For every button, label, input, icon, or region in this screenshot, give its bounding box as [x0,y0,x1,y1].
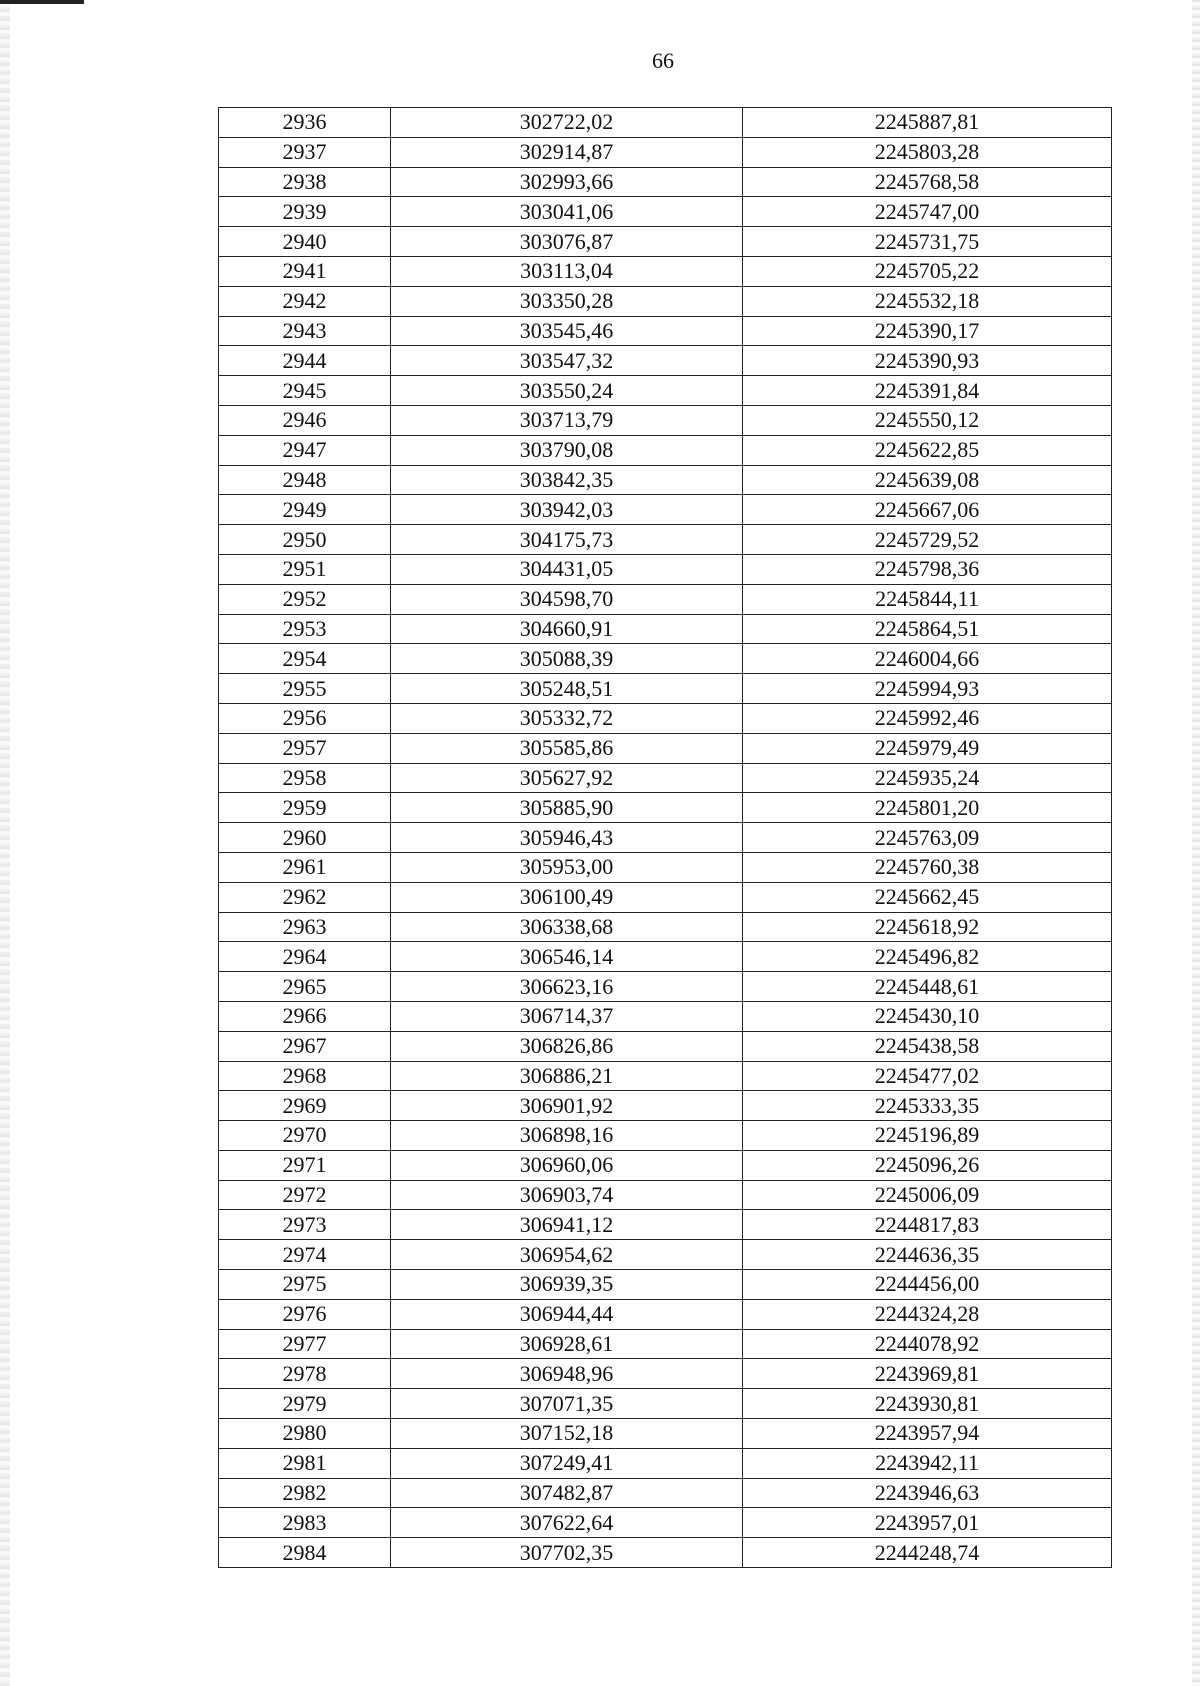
x-coordinate-cell: 303113,04 [391,256,743,286]
y-coordinate-cell: 2245196,89 [743,1121,1112,1151]
point-number-cell: 2963 [219,912,391,942]
x-coordinate-cell: 304175,73 [391,525,743,555]
y-coordinate-cell: 2245391,84 [743,376,1112,406]
x-coordinate-cell: 303350,28 [391,286,743,316]
point-number-cell: 2954 [219,644,391,674]
y-coordinate-cell: 2245496,82 [743,942,1112,972]
y-coordinate-cell: 2245390,17 [743,316,1112,346]
x-coordinate-cell: 306338,68 [391,912,743,942]
y-coordinate-cell: 2245760,38 [743,852,1112,882]
y-coordinate-cell: 2245887,81 [743,108,1112,138]
point-number-cell: 2961 [219,852,391,882]
table-row [219,614,1112,644]
point-number-cell: 2956 [219,703,391,733]
point-number-cell: 2938 [219,167,391,197]
y-coordinate-cell: 2245763,09 [743,823,1112,853]
y-coordinate-cell: 2245639,08 [743,465,1112,495]
y-coordinate-cell: 2245096,26 [743,1150,1112,1180]
x-coordinate-cell: 302993,66 [391,167,743,197]
x-coordinate-cell: 307702,35 [391,1538,743,1568]
point-number-cell: 2973 [219,1210,391,1240]
point-number-cell: 2966 [219,1001,391,1031]
x-coordinate-cell: 306826,86 [391,1031,743,1061]
table-row [219,495,1112,525]
x-coordinate-cell: 305946,43 [391,823,743,853]
table-row [219,525,1112,555]
point-number-cell: 2970 [219,1121,391,1151]
point-number-cell: 2945 [219,376,391,406]
table-row [219,1419,1112,1449]
x-coordinate-cell: 305885,90 [391,793,743,823]
point-number-cell: 2972 [219,1180,391,1210]
point-number-cell: 2959 [219,793,391,823]
y-coordinate-cell: 2245430,10 [743,1001,1112,1031]
table-row [219,1121,1112,1151]
y-coordinate-cell: 2244636,35 [743,1240,1112,1270]
x-coordinate-cell: 305332,72 [391,703,743,733]
y-coordinate-cell: 2245729,52 [743,525,1112,555]
y-coordinate-cell: 2243969,81 [743,1359,1112,1389]
y-coordinate-cell: 2245333,35 [743,1091,1112,1121]
x-coordinate-cell: 306903,74 [391,1180,743,1210]
y-coordinate-cell: 2243946,63 [743,1478,1112,1508]
table-row [219,912,1112,942]
point-number-cell: 2955 [219,674,391,704]
table-row [219,1031,1112,1061]
point-number-cell: 2952 [219,584,391,614]
point-number-cell: 2947 [219,435,391,465]
table-row [219,1389,1112,1419]
table-row [219,763,1112,793]
table-row [219,733,1112,763]
table-row [219,1091,1112,1121]
y-coordinate-cell: 2245705,22 [743,256,1112,286]
x-coordinate-cell: 306944,44 [391,1299,743,1329]
table-row [219,1061,1112,1091]
point-number-cell: 2980 [219,1419,391,1449]
point-number-cell: 2958 [219,763,391,793]
y-coordinate-cell: 2245618,92 [743,912,1112,942]
point-number-cell: 2936 [219,108,391,138]
y-coordinate-cell: 2244456,00 [743,1270,1112,1300]
y-coordinate-cell: 2245448,61 [743,972,1112,1002]
y-coordinate-cell: 2245747,00 [743,197,1112,227]
y-coordinate-cell: 2245844,11 [743,584,1112,614]
corner-mark [0,0,84,4]
point-number-cell: 2965 [219,972,391,1002]
y-coordinate-cell: 2245667,06 [743,495,1112,525]
table-row [219,793,1112,823]
point-number-cell: 2944 [219,346,391,376]
point-number-cell: 2948 [219,465,391,495]
table-row [219,435,1112,465]
x-coordinate-cell: 303942,03 [391,495,743,525]
y-coordinate-cell: 2243957,94 [743,1419,1112,1449]
point-number-cell: 2967 [219,1031,391,1061]
table-row [219,972,1112,1002]
x-coordinate-cell: 306886,21 [391,1061,743,1091]
y-coordinate-cell: 2244248,74 [743,1538,1112,1568]
coordinates-table [218,107,1112,1568]
table-row [219,1359,1112,1389]
point-number-cell: 2950 [219,525,391,555]
point-number-cell: 2962 [219,882,391,912]
point-number-cell: 2949 [219,495,391,525]
table-row [219,1299,1112,1329]
table-row [219,376,1112,406]
table-row [219,1210,1112,1240]
table-row [219,316,1112,346]
table-row [219,1448,1112,1478]
x-coordinate-cell: 307622,64 [391,1508,743,1538]
point-number-cell: 2984 [219,1538,391,1568]
y-coordinate-cell: 2245801,20 [743,793,1112,823]
x-coordinate-cell: 302722,02 [391,108,743,138]
table-row [219,1240,1112,1270]
x-coordinate-cell: 303545,46 [391,316,743,346]
table-row [219,1180,1112,1210]
x-coordinate-cell: 303041,06 [391,197,743,227]
table-row [219,346,1112,376]
table-row [219,286,1112,316]
x-coordinate-cell: 304660,91 [391,614,743,644]
table-row [219,465,1112,495]
table-row [219,1329,1112,1359]
point-number-cell: 2939 [219,197,391,227]
point-number-cell: 2977 [219,1329,391,1359]
point-number-cell: 2971 [219,1150,391,1180]
table-row [219,584,1112,614]
table-row [219,882,1112,912]
x-coordinate-cell: 306941,12 [391,1210,743,1240]
x-coordinate-cell: 306948,96 [391,1359,743,1389]
x-coordinate-cell: 303842,35 [391,465,743,495]
point-number-cell: 2957 [219,733,391,763]
y-coordinate-cell: 2245803,28 [743,137,1112,167]
table-row [219,1508,1112,1538]
table-row [219,1270,1112,1300]
x-coordinate-cell: 307071,35 [391,1389,743,1419]
y-coordinate-cell: 2245390,93 [743,346,1112,376]
x-coordinate-cell: 307482,87 [391,1478,743,1508]
point-number-cell: 2975 [219,1270,391,1300]
y-coordinate-cell: 2245532,18 [743,286,1112,316]
x-coordinate-cell: 306898,16 [391,1121,743,1151]
y-coordinate-cell: 2245622,85 [743,435,1112,465]
x-coordinate-cell: 306100,49 [391,882,743,912]
y-coordinate-cell: 2245550,12 [743,405,1112,435]
point-number-cell: 2941 [219,256,391,286]
y-coordinate-cell: 2245798,36 [743,554,1112,584]
table-row [219,1538,1112,1568]
y-coordinate-cell: 2245935,24 [743,763,1112,793]
point-number-cell: 2951 [219,554,391,584]
y-coordinate-cell: 2244078,92 [743,1329,1112,1359]
x-coordinate-cell: 303713,79 [391,405,743,435]
table-row [219,674,1112,704]
y-coordinate-cell: 2243957,01 [743,1508,1112,1538]
y-coordinate-cell: 2244817,83 [743,1210,1112,1240]
point-number-cell: 2976 [219,1299,391,1329]
y-coordinate-cell: 2245477,02 [743,1061,1112,1091]
y-coordinate-cell: 2245006,09 [743,1180,1112,1210]
table-row [219,108,1112,138]
table-row [219,852,1112,882]
x-coordinate-cell: 303550,24 [391,376,743,406]
point-number-cell: 2968 [219,1061,391,1091]
x-coordinate-cell: 306960,06 [391,1150,743,1180]
point-number-cell: 2983 [219,1508,391,1538]
x-coordinate-cell: 305953,00 [391,852,743,882]
point-number-cell: 2981 [219,1448,391,1478]
table-row [219,1150,1112,1180]
point-number-cell: 2946 [219,405,391,435]
y-coordinate-cell: 2246004,66 [743,644,1112,674]
y-coordinate-cell: 2245992,46 [743,703,1112,733]
x-coordinate-cell: 304598,70 [391,584,743,614]
x-coordinate-cell: 303547,32 [391,346,743,376]
table-row [219,554,1112,584]
scan-edge-right [1192,0,1200,1686]
y-coordinate-cell: 2245979,49 [743,733,1112,763]
table-row [219,137,1112,167]
table-row [219,167,1112,197]
y-coordinate-cell: 2245438,58 [743,1031,1112,1061]
y-coordinate-cell: 2244324,28 [743,1299,1112,1329]
x-coordinate-cell: 305248,51 [391,674,743,704]
table-row [219,1478,1112,1508]
x-coordinate-cell: 305585,86 [391,733,743,763]
y-coordinate-cell: 2245768,58 [743,167,1112,197]
scan-edge-left [0,0,10,1686]
table-row [219,405,1112,435]
point-number-cell: 2953 [219,614,391,644]
x-coordinate-cell: 306714,37 [391,1001,743,1031]
point-number-cell: 2960 [219,823,391,853]
x-coordinate-cell: 307249,41 [391,1448,743,1478]
table-row [219,197,1112,227]
point-number-cell: 2964 [219,942,391,972]
table-row [219,227,1112,257]
x-coordinate-cell: 306901,92 [391,1091,743,1121]
page-number: 66 [652,48,674,73]
x-coordinate-cell: 305627,92 [391,763,743,793]
point-number-cell: 2937 [219,137,391,167]
point-number-cell: 2940 [219,227,391,257]
point-number-cell: 2969 [219,1091,391,1121]
table-row [219,644,1112,674]
table-body [219,108,1112,1568]
point-number-cell: 2942 [219,286,391,316]
x-coordinate-cell: 306546,14 [391,942,743,972]
y-coordinate-cell: 2245994,93 [743,674,1112,704]
y-coordinate-cell: 2243930,81 [743,1389,1112,1419]
table-row [219,256,1112,286]
point-number-cell: 2982 [219,1478,391,1508]
table-row [219,703,1112,733]
y-coordinate-cell: 2243942,11 [743,1448,1112,1478]
x-coordinate-cell: 306939,35 [391,1270,743,1300]
table-row [219,1001,1112,1031]
point-number-cell: 2943 [219,316,391,346]
point-number-cell: 2978 [219,1359,391,1389]
point-number-cell: 2974 [219,1240,391,1270]
point-number-cell: 2979 [219,1389,391,1419]
y-coordinate-cell: 2245864,51 [743,614,1112,644]
y-coordinate-cell: 2245731,75 [743,227,1112,257]
x-coordinate-cell: 303076,87 [391,227,743,257]
x-coordinate-cell: 304431,05 [391,554,743,584]
x-coordinate-cell: 306623,16 [391,972,743,1002]
x-coordinate-cell: 306954,62 [391,1240,743,1270]
table-row [219,942,1112,972]
x-coordinate-cell: 303790,08 [391,435,743,465]
x-coordinate-cell: 307152,18 [391,1419,743,1449]
x-coordinate-cell: 302914,87 [391,137,743,167]
y-coordinate-cell: 2245662,45 [743,882,1112,912]
x-coordinate-cell: 305088,39 [391,644,743,674]
x-coordinate-cell: 306928,61 [391,1329,743,1359]
table-row [219,823,1112,853]
